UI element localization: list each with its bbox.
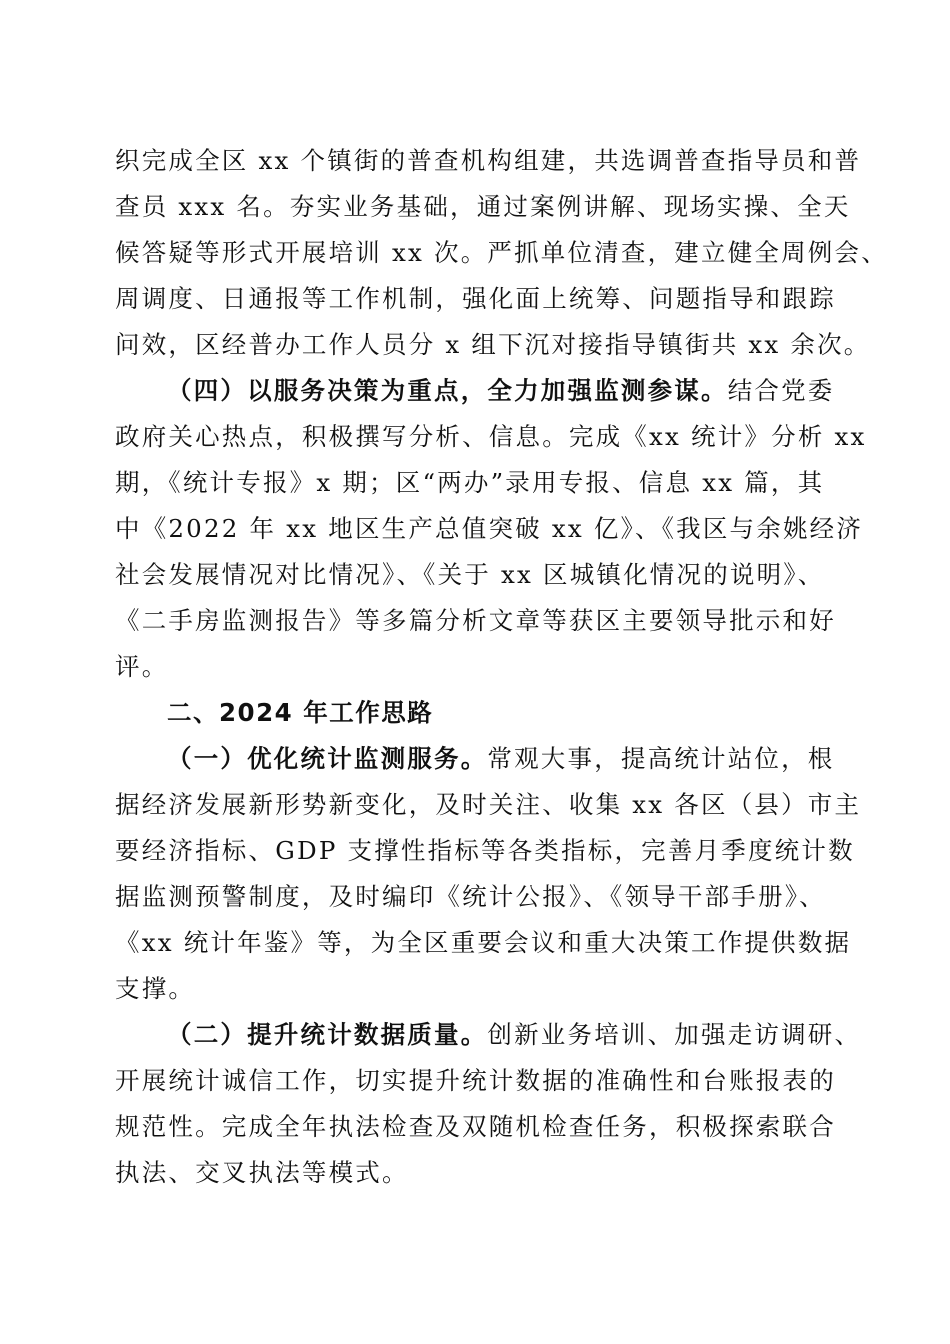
text-line: 据经济发展新形势新变化，及时关注、收集 xx 各区（县）市主 (115, 790, 862, 819)
paragraph-optimize-monitoring (115, 736, 862, 1012)
text-line: 社会发展情况对比情况》、《关于 xx 区城镇化情况的说明》、 (115, 560, 825, 589)
text-line: 执法、交叉执法等模式。 (115, 1158, 409, 1187)
paragraph-census-organization (115, 138, 888, 368)
text-line: 查员 xxx 名。夯实业务基础，通过案例讲解、现场实操、全天 (115, 192, 851, 221)
section-heading-text: 二、2024 年工作思路 (167, 698, 434, 727)
text-line: 规范性。完成全年执法检查及双随机检查任务，积极探索联合 (115, 1112, 836, 1141)
text-line (115, 368, 835, 414)
paragraph-data-quality (115, 1012, 862, 1196)
text-line (115, 736, 835, 782)
text-line: 织完成全区 xx 个镇街的普查机构组建，共选调普查指导员和普 (115, 146, 862, 175)
paragraph-lead-heading: （一）优化统计监测服务。 (167, 744, 488, 773)
text-run: 常观大事，提高统计站位，根 (487, 744, 835, 773)
text-line: 政府关心热点，积极撰写分析、信息。完成《xx 统计》分析 xx (115, 422, 867, 451)
text-line: 周调度、日通报等工作机制，强化面上统筹、问题指导和跟踪 (115, 284, 836, 313)
text-line: 据监测预警制度，及时编印《统计公报》、《领导干部手册》、 (115, 882, 826, 911)
text-line: 评。 (115, 652, 169, 681)
text-line: 《二手房监测报告》等多篇分析文章等获区主要领导批示和好 (115, 606, 836, 635)
text-line: 要经济指标、GDP 支撑性指标等各类指标，完善月季度统计数 (115, 836, 855, 865)
paragraph-lead-heading: （四）以服务决策为重点，全力加强监测参谋。 (167, 376, 728, 405)
text-line: 支撑。 (115, 974, 196, 1003)
paragraph-lead-heading: （二）提升统计数据质量。 (167, 1020, 488, 1049)
text-line: 《xx 统计年鉴》等，为全区重要会议和重大决策工作提供数据 (115, 928, 852, 957)
section-heading-2024-plan (115, 690, 835, 736)
text-line: 问效，区经普办工作人员分 x 组下沉对接指导镇街共 xx 余次。 (115, 330, 871, 359)
text-run: 创新业务培训、加强走访调研、 (487, 1020, 862, 1049)
text-line (115, 1012, 862, 1058)
document-body (115, 138, 888, 1196)
text-run: 结合党委 (727, 376, 835, 405)
text-line: 候答疑等形式开展培训 xx 次。严抓单位清查，建立健全周例会、 (115, 238, 888, 267)
text-line: 中《2022 年 xx 地区生产总值突破 xx 亿》、《我区与余姚经济 (115, 514, 864, 543)
text-line: 期，《统计专报》x 期；区“两办”录用专报、信息 xx 篇，其 (115, 468, 825, 497)
paragraph-monitoring-advisory (115, 368, 867, 690)
text-line: 开展统计诚信工作，切实提升统计数据的准确性和台账报表的 (115, 1066, 836, 1095)
